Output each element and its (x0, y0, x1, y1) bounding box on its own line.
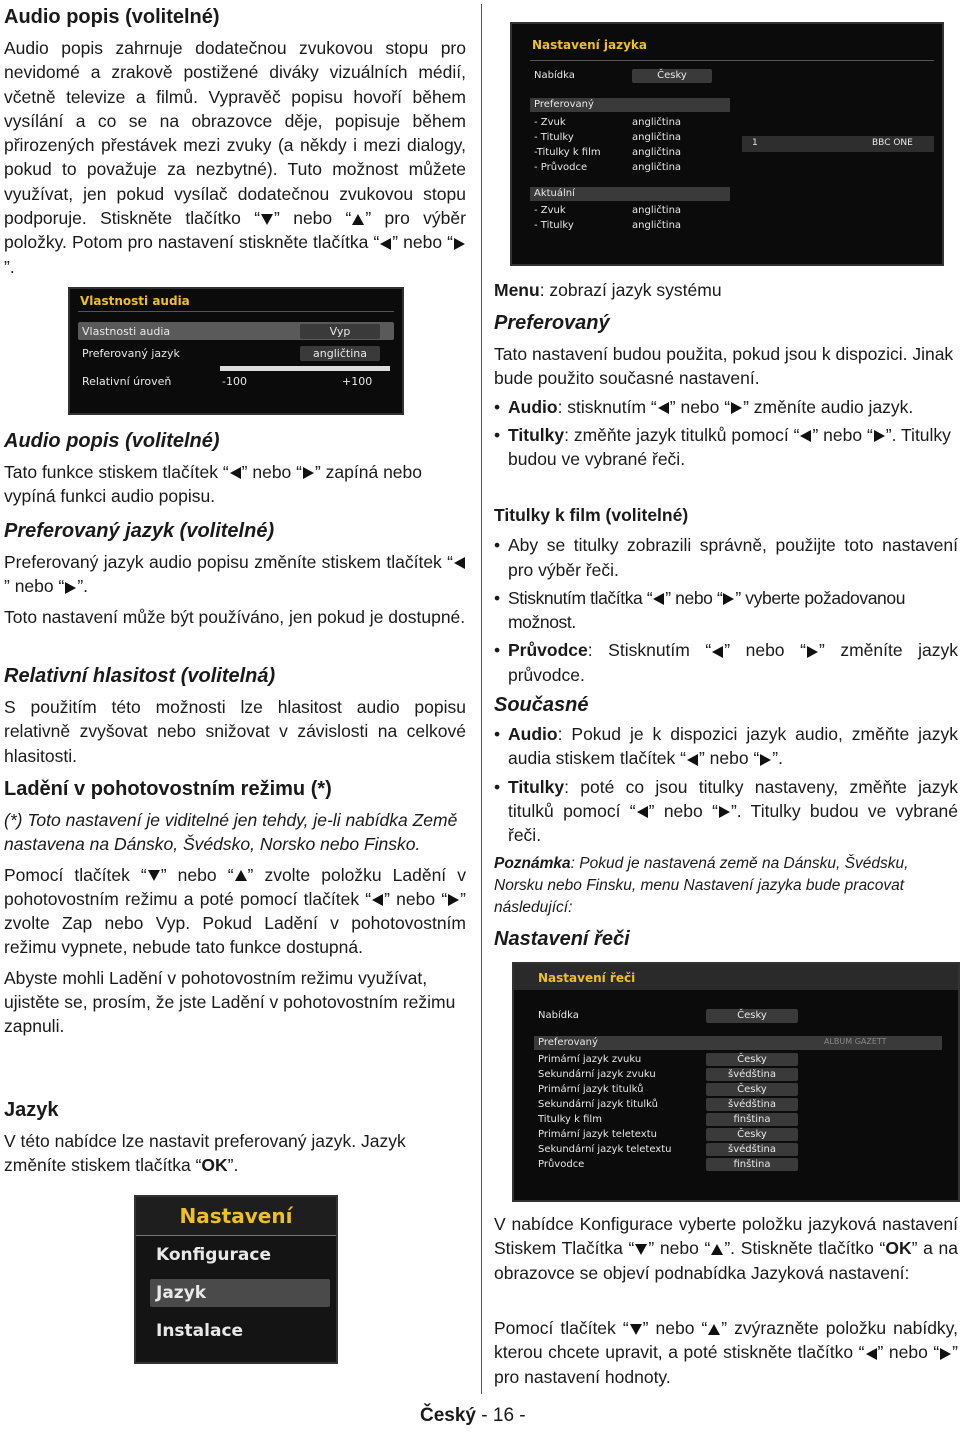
list-item: • Titulky: změňte jazyk titulků pomocí “ ” nebo “ ”. Titulky budou ve vybrané řeči. (494, 423, 958, 472)
audio-popis-toggle-section (4, 428, 466, 509)
soucasne-section (494, 692, 958, 847)
tv-screen-nastaveni (134, 1195, 338, 1364)
heading-jazyk: Jazyk (4, 1099, 59, 1121)
note-paragraph: Poznámka: Pokud je nastavená země na Dánsku, Švédsku, Norsku nebo Finsku, menu Nastavení jazyka bude pracovat následující: (494, 855, 909, 916)
tv-reci-row: Sekundární jazyk teletextu (538, 1144, 672, 1155)
arrow-left-icon (380, 238, 391, 250)
tv-slider-min: -100 (222, 375, 247, 388)
tv-pref-value: angličtina (632, 162, 682, 173)
list-item: • Titulky: poté co jsou titulky nastaveny, změňte jazyk titulků pomocí “ ” nebo “ ”. Titulky budou ve vybrané řeči. (494, 775, 958, 848)
tv-reci-value: švédština (706, 1068, 798, 1081)
ladeni-note-2: Abyste mohli Ladění v pohotovostním režimu využívat, ujistěte se, prosím, že jste Ladění v pohotovostním režimu zapnuli. (4, 967, 456, 1037)
tv-pref-value: angličtina (632, 132, 682, 143)
arrow-right-icon (723, 593, 734, 605)
tv-reci-title: Nastavení řeči (538, 971, 636, 985)
heading-ladeni: Ladění v pohotovostním režimu (*) (4, 778, 332, 800)
tv-screen-audio-properties (68, 287, 404, 415)
tv-pref-row: - Průvodce (534, 162, 588, 173)
column-divider (481, 4, 482, 1394)
arrow-left-icon (454, 557, 465, 569)
tv-channel-number: 1 (752, 138, 758, 148)
arrow-left-icon (653, 593, 664, 605)
arrow-up-icon (235, 870, 247, 881)
tv-pref-value: angličtina (632, 147, 682, 158)
tv-reci-row: Primární jazyk zvuku (538, 1054, 642, 1065)
arrow-left-icon (712, 646, 723, 658)
tv-reci-value: Česky (706, 1128, 798, 1141)
tv-screen-nastaveni-reci (512, 962, 960, 1202)
tv-title-rule (530, 60, 934, 61)
arrow-down-icon (635, 1244, 647, 1255)
audio-popis-toggle-paragraph: Tato funkce stiskem tlačítek “ ” nebo “ ” zapíná nebo vypíná funkci audio popisu. (4, 462, 423, 507)
list-item: • Průvodce: Stisknutím “ ” nebo “ ” změníte jazyk průvodce. (494, 638, 958, 687)
tv-reci-row: Sekundární jazyk titulků (538, 1099, 658, 1110)
tv-reci-value: Česky (706, 1083, 798, 1096)
page-footer (420, 1405, 526, 1427)
tv-pref-row: - Titulky (534, 132, 574, 143)
tv-audio-title: Vlastnosti audia (80, 294, 190, 308)
jazyk-section (4, 1097, 466, 1178)
tv-nastaveni-title: Nastavení (136, 1197, 336, 1235)
tv-title-rule (136, 1235, 336, 1236)
tv-cur-value: angličtina (632, 205, 682, 216)
arrow-right-icon (940, 1348, 951, 1360)
arrow-left-icon (687, 754, 698, 766)
tv-menu-value: Česky (706, 1009, 798, 1023)
tv-menu-value: Česky (632, 69, 712, 83)
arrow-right-icon (454, 238, 465, 250)
tv-nastaveni-item: Instalace (156, 1321, 244, 1341)
heading-audio-popis: Audio popis (volitelné) (4, 6, 220, 28)
tv-reci-value: švédština (706, 1098, 798, 1111)
arrow-left-icon (637, 806, 648, 818)
tv-jazyk-title: Nastavení jazyka (532, 38, 648, 52)
preferovany-list (494, 395, 958, 472)
tv-slider-max: +100 (342, 375, 373, 388)
tv-reci-row: Průvodce (538, 1159, 585, 1170)
tv-reci-row: Sekundární jazyk zvuku (538, 1069, 656, 1080)
heading-titulky-film: Titulky k film (volitelné) (494, 505, 689, 525)
heading-preferovany: Preferovaný (494, 312, 610, 334)
tv-reci-value: finština (706, 1158, 798, 1171)
soucasne-list (494, 722, 958, 847)
jazyk-paragraph: V této nabídce lze nastavit preferovaný jazyk. Jazyk změníte stiskem tlačítka “OK”. (4, 1131, 406, 1176)
preferovany-paragraph: Tato nastavení budou použita, pokud jsou k dispozici. Jinak bude použito současné nastavení. (494, 344, 954, 389)
arrow-right-icon (874, 430, 885, 442)
tv-pref-header: Preferovaný (534, 99, 594, 110)
arrow-left-icon (658, 402, 669, 414)
audio-popis-paragraph: Audio popis zahrnuje dodatečnou zvukovou stopu pro nevidomé a zrakově postižené diváky vizuálních médií, včetně televize a filmů. Vypravěč popisu hovoří během vysílání a co se na obrazovce děje, popisuje během přirozených přestávek mezi zvuky (a někdy i mezi dialogy, pokud to považuje za nezbytné). Tuto možnost můžete využívat, jen pokud vysílač dodatečnou zvukovou stopu podporuje. Stiskněte tlačítko “ ” nebo “ ” pro výběr položky. Potom pro nastavení stiskněte tlačítka “ ” nebo “”. (4, 38, 466, 277)
arrow-right-icon (65, 582, 76, 594)
heading-soucasne: Současné (494, 694, 589, 716)
tv-nastaveni-item: Jazyk (156, 1283, 207, 1303)
heading-relativni-hlasitost: Relativní hlasitost (volitelná) (4, 665, 276, 687)
arrow-right-icon (719, 806, 730, 818)
tv-pref-value: angličtina (632, 117, 682, 128)
konfigurace-paragraph: V nabídce Konfigurace vyberte položku jazyková nastavení Stiskem Tlačítka “ ” nebo “ ”. Stiskněte tlačítko “OK” a na obrazovce se objeví podnabídka Jazyková nastavení: (494, 1214, 959, 1283)
tv-cur-row: - Zvuk (534, 205, 566, 216)
ladeni-note: (*) Toto nastavení je viditelné jen tehdy, je-li nabídka Země nastavena na Dánsko, Švédsko, Norsko nebo Finsko. (4, 810, 458, 855)
arrow-right-icon (760, 754, 771, 766)
relativni-hlasitost-paragraph: S použitím této možnosti lze hlasitost audio popisu relativně zvyšovat nebo snižovat v závislosti na celkové hlasitosti. (4, 697, 466, 766)
relativni-hlasitost-section (4, 663, 466, 768)
pref-jazyk-note: Toto nastavení může být používáno, jen pokud je dostupné. (4, 606, 466, 627)
arrow-left-icon (230, 467, 241, 479)
tv-pref-header: Preferovaný (538, 1037, 598, 1048)
tv-audio-row: Vlastnosti audia (82, 325, 171, 338)
list-item: • Audio: Pokud je k dispozici jazyk audio, změňte jazyk audia stiskem tlačítek “ ” nebo “ ”. (494, 722, 958, 771)
arrow-right-icon (807, 646, 818, 658)
tv-pref-row: -Titulky k film (534, 147, 601, 158)
preferovany-section (494, 310, 958, 471)
tv-reci-row: Titulky k film (538, 1114, 602, 1125)
menu-description: Menu: zobrazí jazyk systému (494, 280, 722, 300)
arrow-left-icon (800, 430, 811, 442)
arrow-right-icon (303, 467, 314, 479)
tv-nastaveni-item: Konfigurace (156, 1245, 271, 1265)
arrow-up-icon (708, 1324, 720, 1335)
tv-audio-row: Preferovaný jazyk (82, 347, 180, 360)
tv-audio-row: Relativní úroveň (82, 375, 172, 388)
ladeni-section (4, 776, 466, 1039)
heading-audio-popis-2: Audio popis (volitelné) (4, 430, 220, 452)
list-item: • Audio: stisknutím “ ” nebo “ ” změníte audio jazyk. (494, 395, 958, 419)
tv-screen-nastaveni-jazyka (510, 22, 944, 266)
pref-jazyk-paragraph: Preferovaný jazyk audio popisu změníte stiskem tlačítek “” nebo “ ”. (4, 550, 466, 599)
footer-language: Český (420, 1405, 476, 1426)
arrow-up-icon (352, 214, 364, 225)
zvyraznete-paragraph: Pomocí tlačítek “ ” nebo “ ” zvýrazněte položku nabídky, kterou chcete upravit, a poté stiskněte tlačítko “ ” nebo “ ” pro nastavení hodnoty. (494, 1318, 958, 1387)
tv-menu-label: Nabídka (534, 70, 575, 81)
arrow-right-icon (731, 402, 742, 414)
arrow-left-icon (372, 894, 383, 906)
tv-channel-name: ALBUM GAZETT (824, 1037, 887, 1046)
tv-menu-label: Nabídka (538, 1010, 579, 1021)
arrow-left-icon (866, 1348, 877, 1360)
audio-popis-section (4, 4, 466, 279)
tv-reci-value: švédština (706, 1143, 798, 1156)
tv-cur-row: - Titulky (534, 220, 574, 231)
tv-reci-row: Primární jazyk teletextu (538, 1129, 657, 1140)
titulky-film-section (494, 503, 958, 687)
ladeni-paragraph: Pomocí tlačítek “ ” nebo “ ” zvolte položku Ladění v pohotovostním režimu a poté pomocí tlačítek “ ” nebo “ ” zvolte Zap nebo Vyp. Pokud Ladění v pohotovostním režimu vypnete, nebude tato funkce dostupná. (4, 864, 466, 958)
tv-volume-slider (220, 366, 390, 371)
footer-page-number: - 16 - (481, 1405, 526, 1426)
arrow-down-icon (630, 1324, 642, 1335)
tv-cur-header: Aktuální (534, 188, 575, 199)
tv-audio-value: Vyp (300, 324, 380, 339)
arrow-down-icon (261, 214, 273, 225)
tv-pref-row: - Zvuk (534, 117, 566, 128)
tv-audio-value: angličtina (300, 346, 380, 361)
tv-reci-value: finština (706, 1113, 798, 1126)
tv-title-rule (78, 311, 394, 312)
arrow-down-icon (148, 870, 160, 881)
arrow-right-icon (448, 894, 459, 906)
heading-nastaveni-reci: Nastavení řeči (494, 928, 630, 950)
pref-jazyk-section (4, 518, 466, 629)
tv-cur-value: angličtina (632, 220, 682, 231)
titulky-film-list (494, 533, 958, 687)
arrow-up-icon (711, 1244, 723, 1255)
heading-preferovany-jazyk: Preferovaný jazyk (volitelné) (4, 520, 275, 542)
tv-reci-value: Česky (706, 1053, 798, 1066)
tv-reci-row: Primární jazyk titulků (538, 1084, 644, 1095)
tv-channel-name: BBC ONE (872, 138, 913, 148)
list-item: • Stisknutím tlačítka “ ” nebo “ ” vyberte požadovanou možnost. (494, 586, 958, 635)
list-item: • Aby se titulky zobrazili správně, použijte toto nastavení pro výběr řeči. (494, 533, 958, 582)
